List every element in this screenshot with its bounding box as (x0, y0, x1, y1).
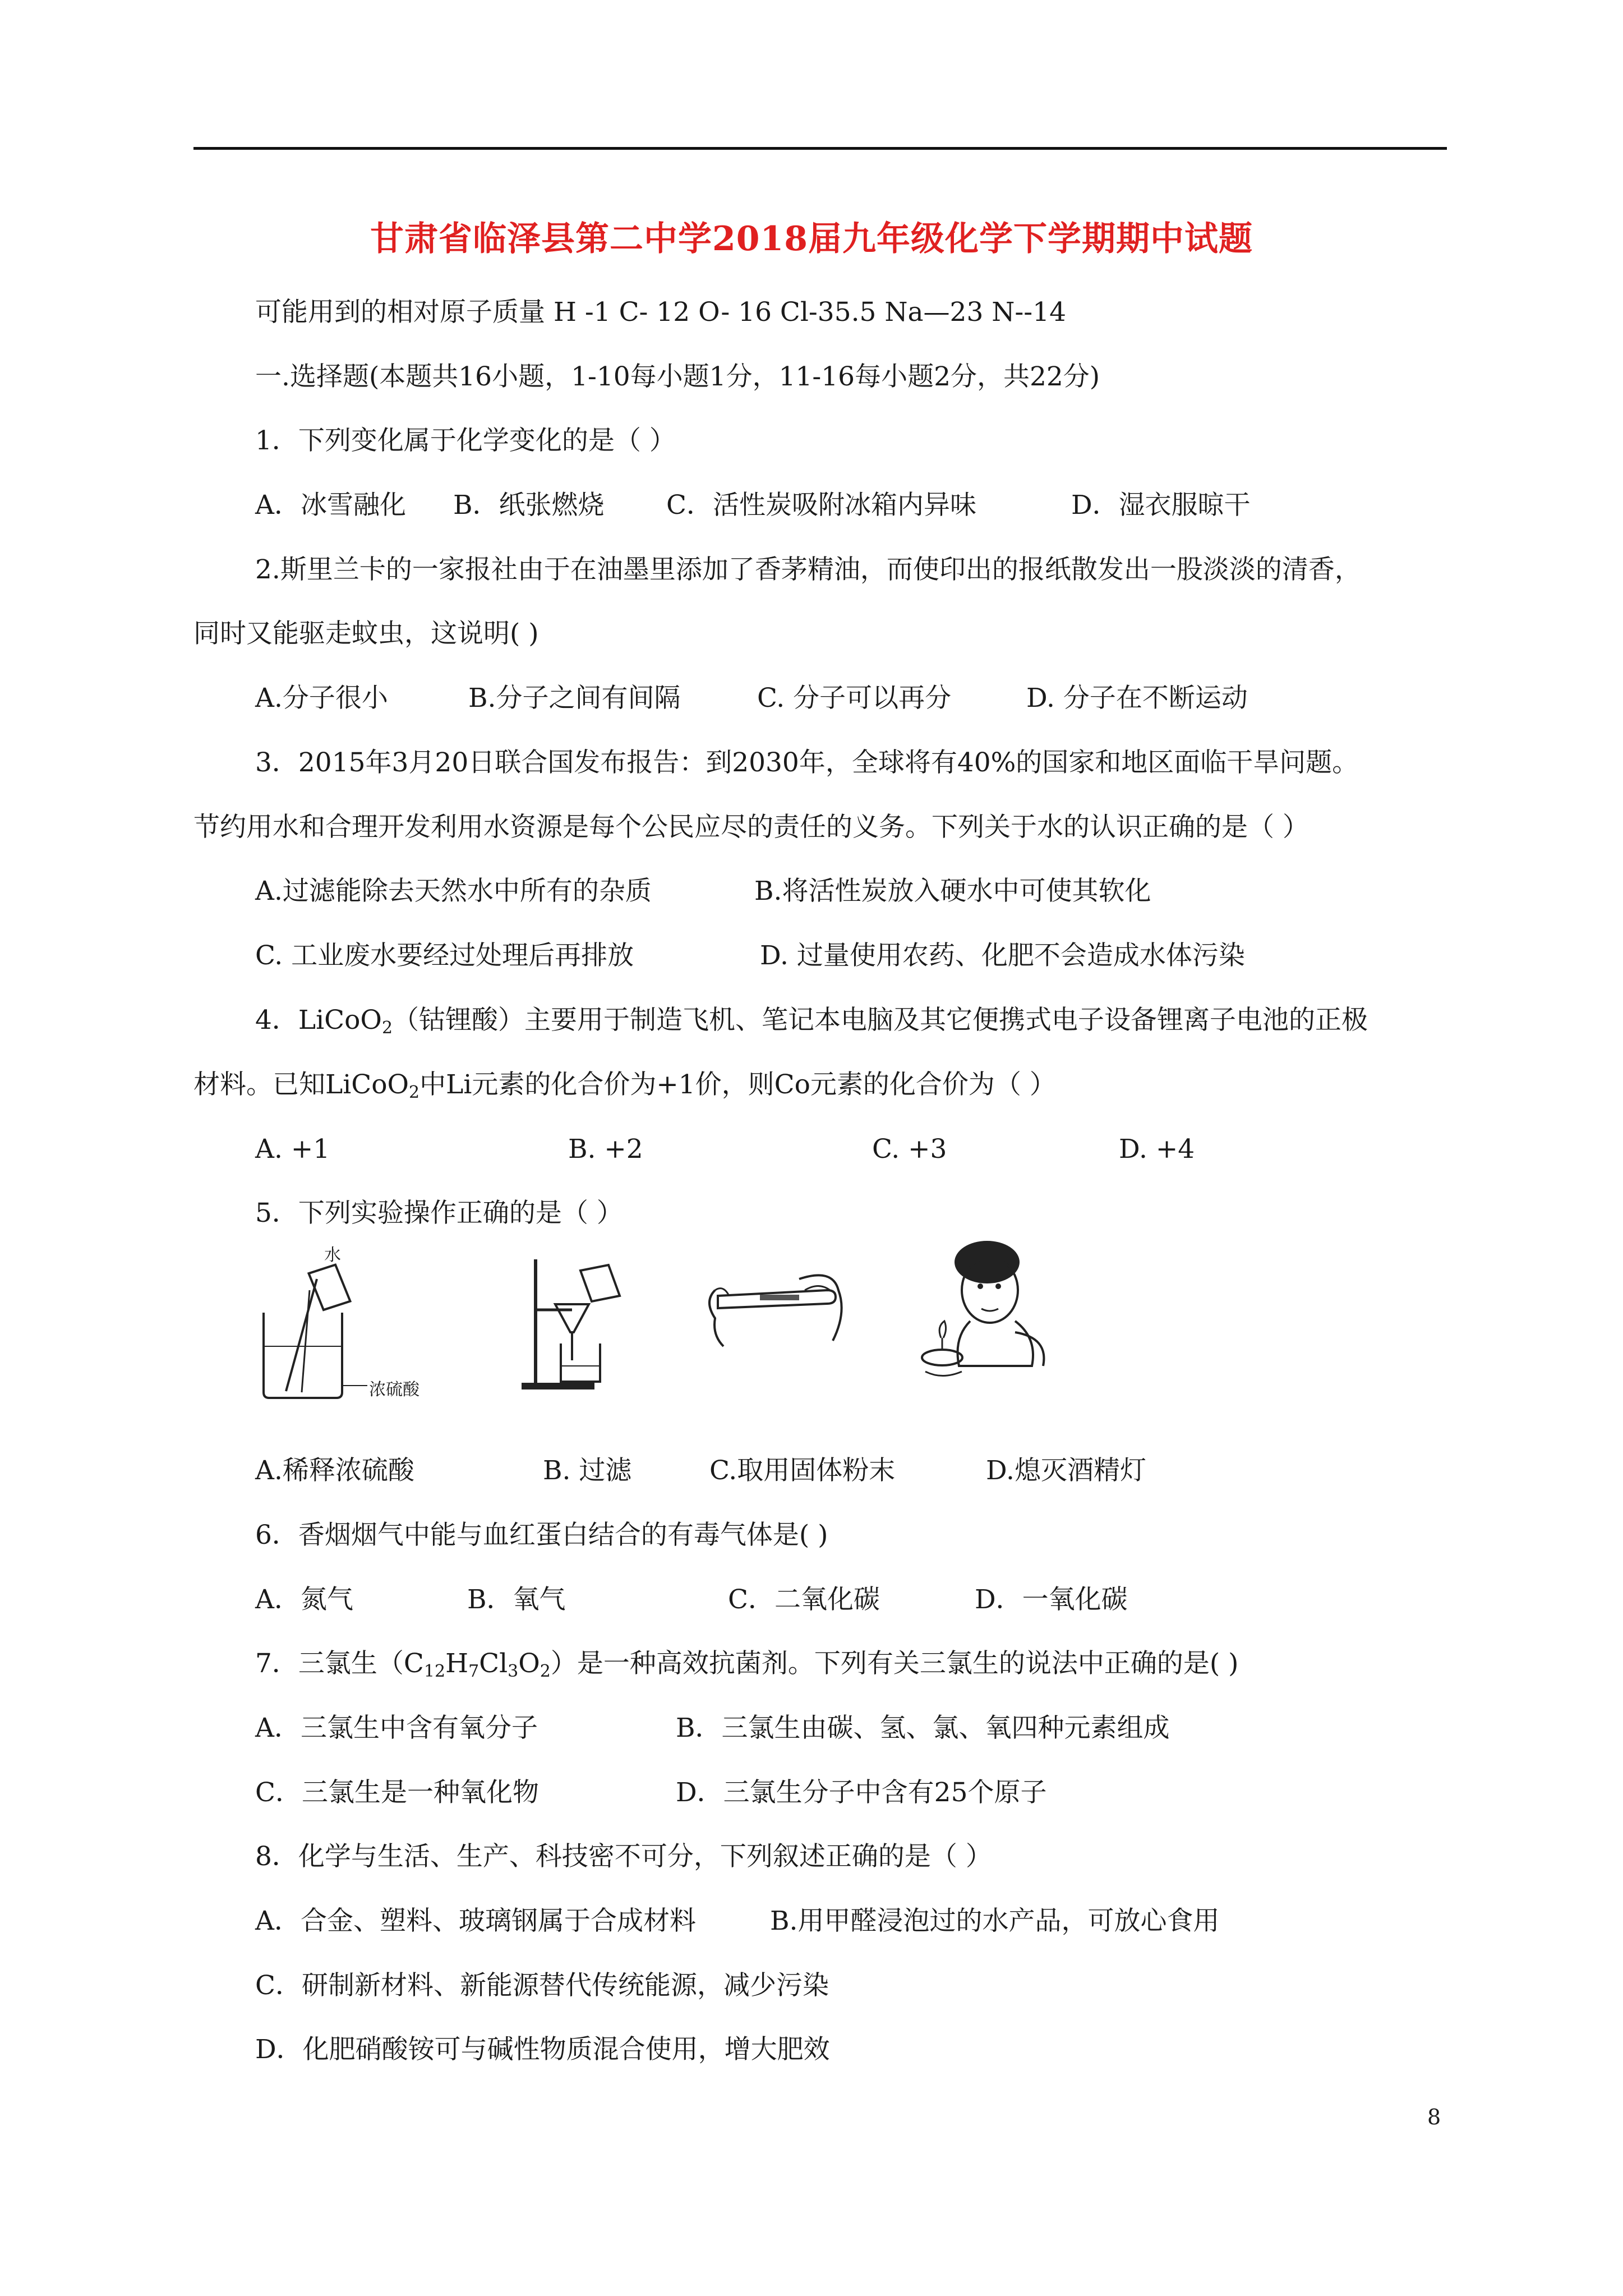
q5-stem: 5．下列实验操作正确的是（ ） (255, 1198, 623, 1228)
q1-option-a: A．冰雪融化 (255, 490, 406, 521)
q3-option-a: A.过滤能除去天然水中所有的杂质 (255, 876, 652, 907)
q4-stem-line1: 4．LiCoO$_2$（钴锂酸）主要用于制造飞机、笔记本电脑及其它便携式电子设备锂离子电池的正极 (255, 1005, 1368, 1038)
q2-stem-line1: 2.斯里兰卡的一家报社由于在油墨里添加了香茅精油，而使印出的报纸散发出一股淡淡的清香， (255, 554, 1361, 585)
page-title: 甘肃省临泽县第二中学2018届九年级化学下学期期中试题 (370, 219, 1253, 259)
figure-label-acid: 浓硫酸 (369, 1380, 419, 1400)
q3-stem-line2: 节约用水和合理开发利用水资源是每个公民应尽的责任的义务。下列关于水的认识正确的是（ ） (193, 812, 1309, 843)
q5-option-c: C.取用固体粉末 (709, 1455, 896, 1486)
figure-filtration (516, 1248, 656, 1394)
header-rule (193, 147, 1447, 150)
q1-option-b: B．纸张燃烧 (453, 490, 605, 521)
q2-option-b: B.分子之间有间隔 (468, 683, 681, 714)
q8-option-a: A．合金、塑料、玻璃钢属于合成材料 (255, 1906, 696, 1936)
q7-option-b: B．三氯生由碳、氢、氯、氧四种元素组成 (676, 1713, 1170, 1743)
q4-option-b: B. +2 (568, 1134, 643, 1165)
page-number: 8 (1427, 2105, 1441, 2129)
q3-option-b: B.将活性炭放入硬水中可使其软化 (754, 876, 1151, 907)
q1-option-d: D．湿衣服晾干 (1071, 490, 1251, 521)
figure-dilute-acid (252, 1245, 437, 1402)
q2-option-d: D. 分子在不断运动 (1026, 683, 1248, 714)
q4-stem-line2: 材料。已知LiCoO$_2$中Li元素的化合价为+1价，则Co元素的化合价为（ ） (193, 1069, 1056, 1102)
q8-option-b: B.用甲醛浸泡过的水产品，可放心食用 (770, 1906, 1220, 1936)
figure-label-water: 水 (324, 1245, 341, 1265)
q4-option-a: A. +1 (255, 1134, 330, 1165)
section-heading: 一.选择题(本题共16小题，1-10每小题1分，11-16每小题2分，共22分) (255, 361, 1100, 392)
q3-option-d: D. 过量使用农药、化肥不会造成水体污染 (760, 940, 1245, 971)
q8-option-d: D．化肥硝酸铵可与碱性物质混合使用，增大肥效 (255, 2034, 830, 2065)
q2-option-a: A.分子很小 (255, 683, 388, 714)
q6-option-a: A．氮气 (255, 1584, 353, 1615)
q3-option-c: C. 工业废水要经过处理后再排放 (255, 940, 634, 971)
q5-option-d: D.熄灭酒精灯 (986, 1455, 1146, 1486)
q2-stem-line2: 同时又能驱走蚊虫，这说明( ) (193, 618, 539, 649)
q7-option-c: C．三氯生是一种氧化物 (255, 1777, 539, 1808)
q7-option-a: A．三氯生中含有氧分子 (255, 1713, 538, 1743)
q6-option-b: B．氧气 (467, 1584, 566, 1615)
q1-stem: 1．下列变化属于化学变化的是（ ） (255, 425, 676, 456)
figure-alcohol-lamp (920, 1237, 1077, 1388)
figure-test-tube (698, 1257, 855, 1352)
q8-stem: 8．化学与生活、生产、科技密不可分，下列叙述正确的是（ ） (255, 1841, 992, 1872)
q5-option-a: A.稀释浓硫酸 (255, 1455, 414, 1486)
q6-option-d: D．一氧化碳 (975, 1584, 1128, 1615)
q6-option-c: C．二氧化碳 (728, 1584, 880, 1615)
q5-option-b: B. 过滤 (543, 1455, 632, 1486)
q6-stem: 6．香烟烟气中能与血红蛋白结合的有毒气体是( ) (255, 1520, 828, 1550)
q7-option-d: D．三氯生分子中含有25个原子 (676, 1777, 1047, 1808)
q3-stem-line1: 3．2015年3月20日联合国发布报告：到2030年，全球将有40%的国家和地区面临干旱问题。 (255, 747, 1359, 778)
q8-option-c: C．研制新材料、新能源替代传统能源，减少污染 (255, 1970, 829, 2001)
q4-option-d: D. +4 (1119, 1134, 1195, 1165)
q1-option-c: C．活性炭吸附冰箱内异味 (666, 490, 976, 521)
q2-option-c: C. 分子可以再分 (757, 683, 952, 714)
atomic-mass-line: 可能用到的相对原子质量 H -1 C- 12 O- 16 Cl-35.5 Na—23 N--14 (255, 297, 1066, 328)
q7-stem: 7．三氯生$(C_{12}H_7Cl_3O_2)$是一种高效抗菌剂。下列有关三氯生的说法中正确的是( ) (255, 1648, 1239, 1681)
q4-option-c: C. +3 (872, 1134, 947, 1165)
